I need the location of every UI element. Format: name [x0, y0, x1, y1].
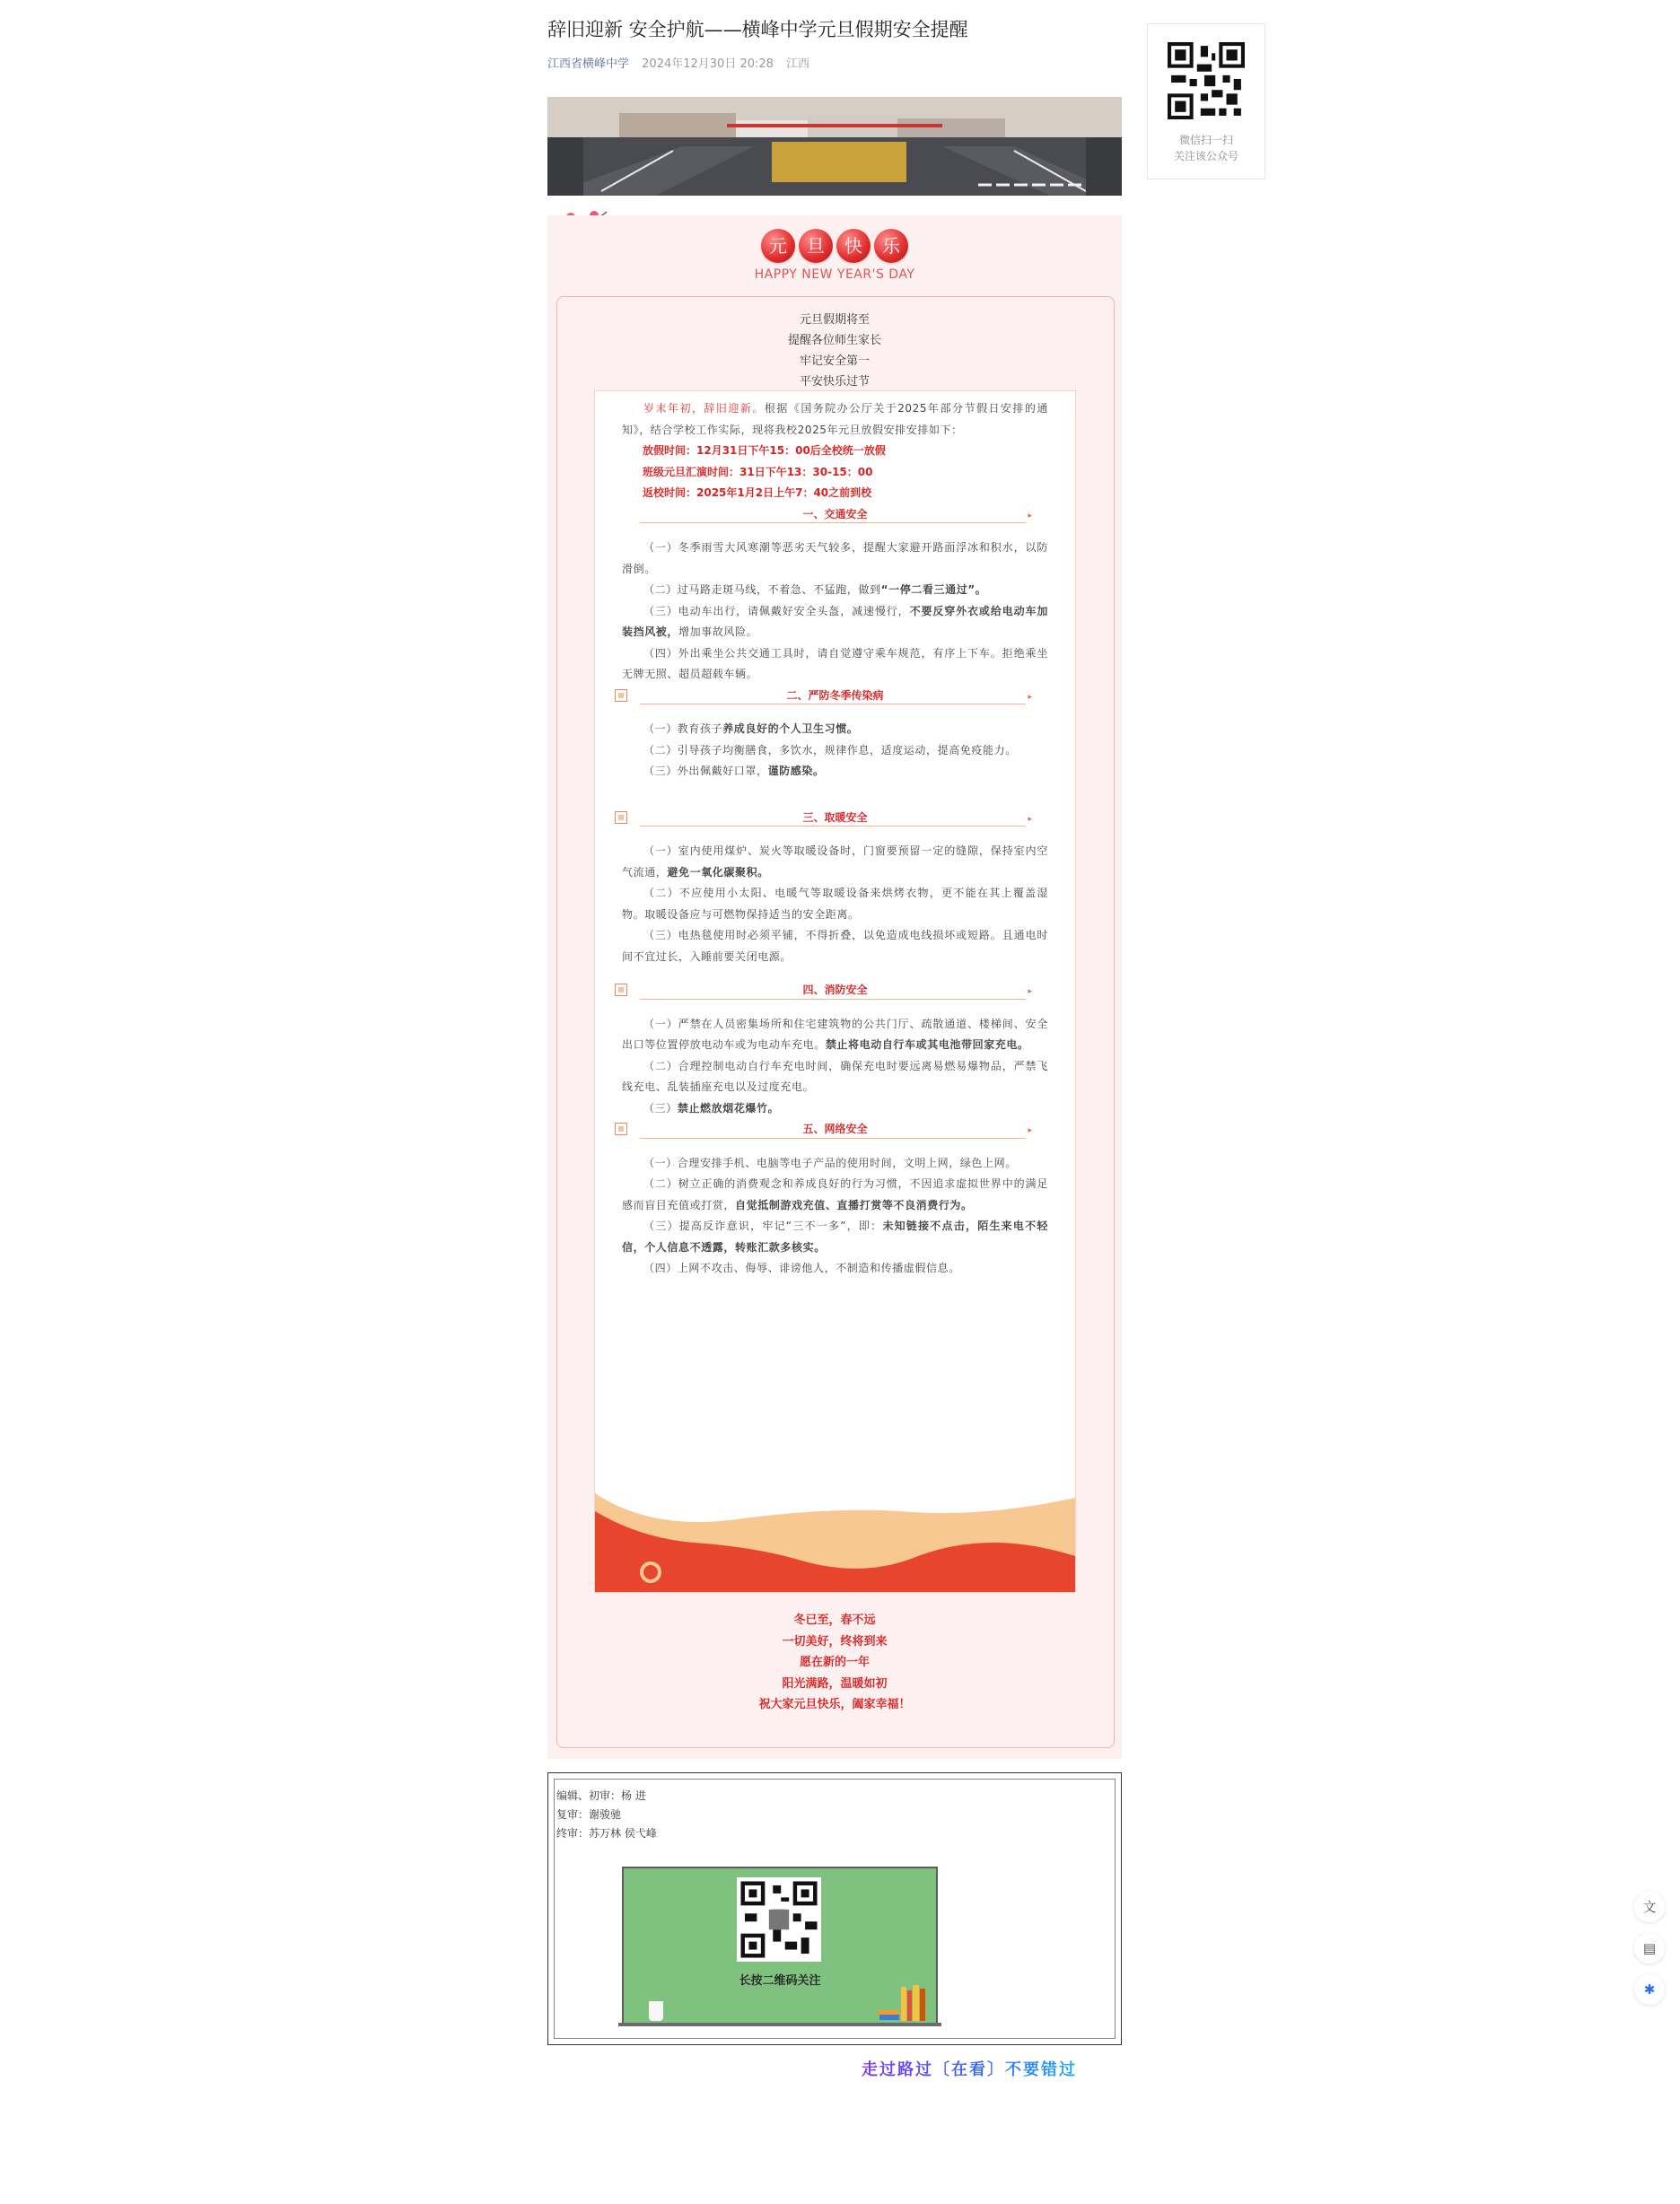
performance-date: 班级元旦汇演时间：31日下午13：30-15：00	[643, 465, 873, 478]
section-paragraph: （二）合理控制电动自行车充电时间，确保充电时要远离易燃易爆物品，严禁飞线充电、乱装插座充电以及过度充电。	[622, 1059, 1048, 1093]
intro-line: 平安快乐过节	[799, 375, 870, 389]
closing-line: 冬已至，春不远	[793, 1614, 876, 1627]
section-paragraph: （一）教育孩子养成良好的个人卫生习惯。	[643, 722, 859, 735]
credit-line: 复审：谢骏驰	[556, 1808, 622, 1821]
title-ball: 乐	[874, 229, 908, 263]
section-heading-fire: 四、消防安全 ▸	[622, 980, 1048, 1001]
closing-wishes	[547, 1610, 1122, 1716]
follow-account-card[interactable]	[1147, 23, 1265, 179]
section-paragraph: （二）过马路走斑马线，不着急、不猛跑，做到“一停二看三通过”。	[643, 583, 987, 596]
section-paragraph: （三）电热毯使用时必须平铺，不得折叠，以免造成电线损坏或短路。且通电时间不宜过长，入睡前要关闭电源。	[622, 929, 1048, 963]
section-paragraph: （二）引导孩子均衡膳食，多饮水，规律作息，适度运动，提高免疫能力。	[643, 743, 1017, 757]
editor-credits	[556, 1787, 657, 1843]
section-paragraph: （二）树立正确的消费观念和养成良好的行为习惯，不因追求虚拟世界中的满足感而盲目充值或打赏，自觉抵制游戏充值、直播打赏等不良消费行为。	[622, 1177, 1048, 1211]
new-year-title	[547, 229, 1122, 263]
section-paragraph: （三）外出佩戴好口罩，谨防感染。	[643, 765, 825, 777]
credits-inner-frame	[554, 1779, 1116, 2039]
follow-qr-code[interactable]	[737, 1877, 821, 1962]
credit-line: 终审：苏万林 侯弋峰	[556, 1827, 657, 1840]
holiday-date: 放假时间：12月31日下午15：00后全校统一放假	[643, 444, 886, 457]
account-qr-code[interactable]	[1168, 42, 1245, 119]
blackboard-qr-panel	[622, 1867, 938, 2026]
shelf-line	[618, 2023, 941, 2026]
cup-decoration	[649, 2001, 663, 2021]
section-paragraph: （三）电动车出行，请佩戴好安全头盔，减速慢行，不要反穿外衣或给电动车加装挡风被，增加事故风险。	[622, 604, 1048, 638]
notice-content	[622, 398, 1048, 1280]
reader-icon[interactable]: ▤	[1634, 1933, 1665, 1963]
section-paragraph: （一）室内使用煤炉、炭火等取暖设备时，门窗要预留一定的缝隙，保持室内空气流通，避免一氧化碳聚积。	[622, 844, 1048, 879]
section-heading-heating: 三、取暖安全 ▸	[622, 808, 1048, 829]
title-ball: 快	[836, 229, 871, 263]
closing-line: 一切美好，终将到来	[782, 1634, 888, 1649]
books-decoration	[878, 1983, 932, 2023]
title-ball: 旦	[799, 229, 833, 263]
notice-lead-paragraph	[622, 398, 1048, 441]
publish-location: 江西	[786, 57, 810, 71]
poster-intro	[547, 310, 1122, 392]
closing-line: 阳光满路，温暖如初	[782, 1676, 888, 1691]
campus-panorama-image	[547, 97, 1122, 196]
return-date: 返校时间：2025年1月2日上午7：40之前到校	[643, 486, 872, 499]
title-ball: 元	[761, 229, 795, 263]
section-heading-disease: 二、严防冬季传染病 ▸	[622, 686, 1048, 707]
section-paragraph: （四）外出乘坐公共交通工具时，请自觉遵守乘车规范，有序上下车。拒绝乘坐无牌无照、超员超载车辆。	[622, 646, 1048, 680]
publish-datetime: 2024年12月30日 20:28	[642, 57, 774, 71]
section-paragraph: （三）提高反诈意识，牢记“三不一多”，即：未知链接不点击，陌生来电不轻信，个人信息不透露，转账汇款多核实。	[622, 1220, 1048, 1254]
section-paragraph: （一）严禁在人员密集场所和住宅建筑物的公共门厅、疏散通道、楼梯间、安全出口等位置停放电动车或为电动车充电。禁止将电动自行车或其电池带回家充电。	[622, 1017, 1048, 1051]
section-paragraph: （二）不应使用小太阳、电暖气等取暖设备来烘烤衣物，更不能在其上覆盖湿物。取暖设备应与可燃物保持适当的安全距离。	[622, 887, 1048, 921]
section-heading-traffic: 一、交通安全 ▸	[622, 504, 1048, 526]
side-toolbar	[1632, 1892, 1667, 2016]
notice-lead: 岁末年初，辞旧迎新。	[643, 402, 765, 415]
section-paragraph: （四）上网不攻击、侮辱、诽谤他人，不制造和传播虚假信息。	[643, 1262, 960, 1274]
section-heading-network: 五、网络安全 ▸	[622, 1119, 1048, 1141]
qr-caption: 微信扫一扫 关注该公众号	[1173, 134, 1238, 162]
poster-subtitle: HAPPY NEW YEAR'S DAY	[754, 267, 915, 282]
author-link[interactable]: 江西省横峰中学	[547, 57, 630, 71]
closing-line: 愿在新的一年	[799, 1656, 870, 1669]
section-paragraph: （一）冬季雨雪大风寒潮等恶劣天气较多，提醒大家避开路面浮冰和积水，以防滑倒。	[622, 541, 1048, 575]
section-paragraph: （一）合理安排手机、电脑等电子产品的使用时间，文明上网，绿色上网。	[643, 1156, 1017, 1169]
closing-line: 祝大家元旦快乐，阖家幸福！	[758, 1698, 911, 1711]
credit-line: 编辑、初审：杨 进	[556, 1789, 646, 1802]
credits-box	[547, 1772, 1122, 2045]
section-paragraph: （三）禁止燃放烟花爆竹。	[643, 1101, 780, 1115]
article-title: 辞旧迎新 安全护航——横峰中学元旦假期安全提醒	[547, 19, 968, 40]
article-meta	[547, 54, 818, 71]
notice-paper	[594, 390, 1076, 1593]
notice-body: 根据《国务院办公厅关于2025年部分节假日安排的通知》，结合学校工作实际，现将我校2025年元旦放假安排安排如下：	[622, 402, 1048, 436]
qr-label: 长按二维码关注	[739, 1974, 821, 1988]
translate-icon[interactable]: 文	[1634, 1892, 1665, 1922]
intro-line: 提醒各位师生家长	[787, 334, 881, 347]
intro-line: 元旦假期将至	[799, 313, 870, 327]
tail-slogan: 走过路过〔在看〕不要错过	[862, 2057, 1077, 2080]
wave-decoration	[595, 1493, 1075, 1592]
ai-assistant-icon[interactable]: ✱	[1634, 1974, 1665, 2005]
intro-line: 牢记安全第一	[799, 354, 870, 368]
